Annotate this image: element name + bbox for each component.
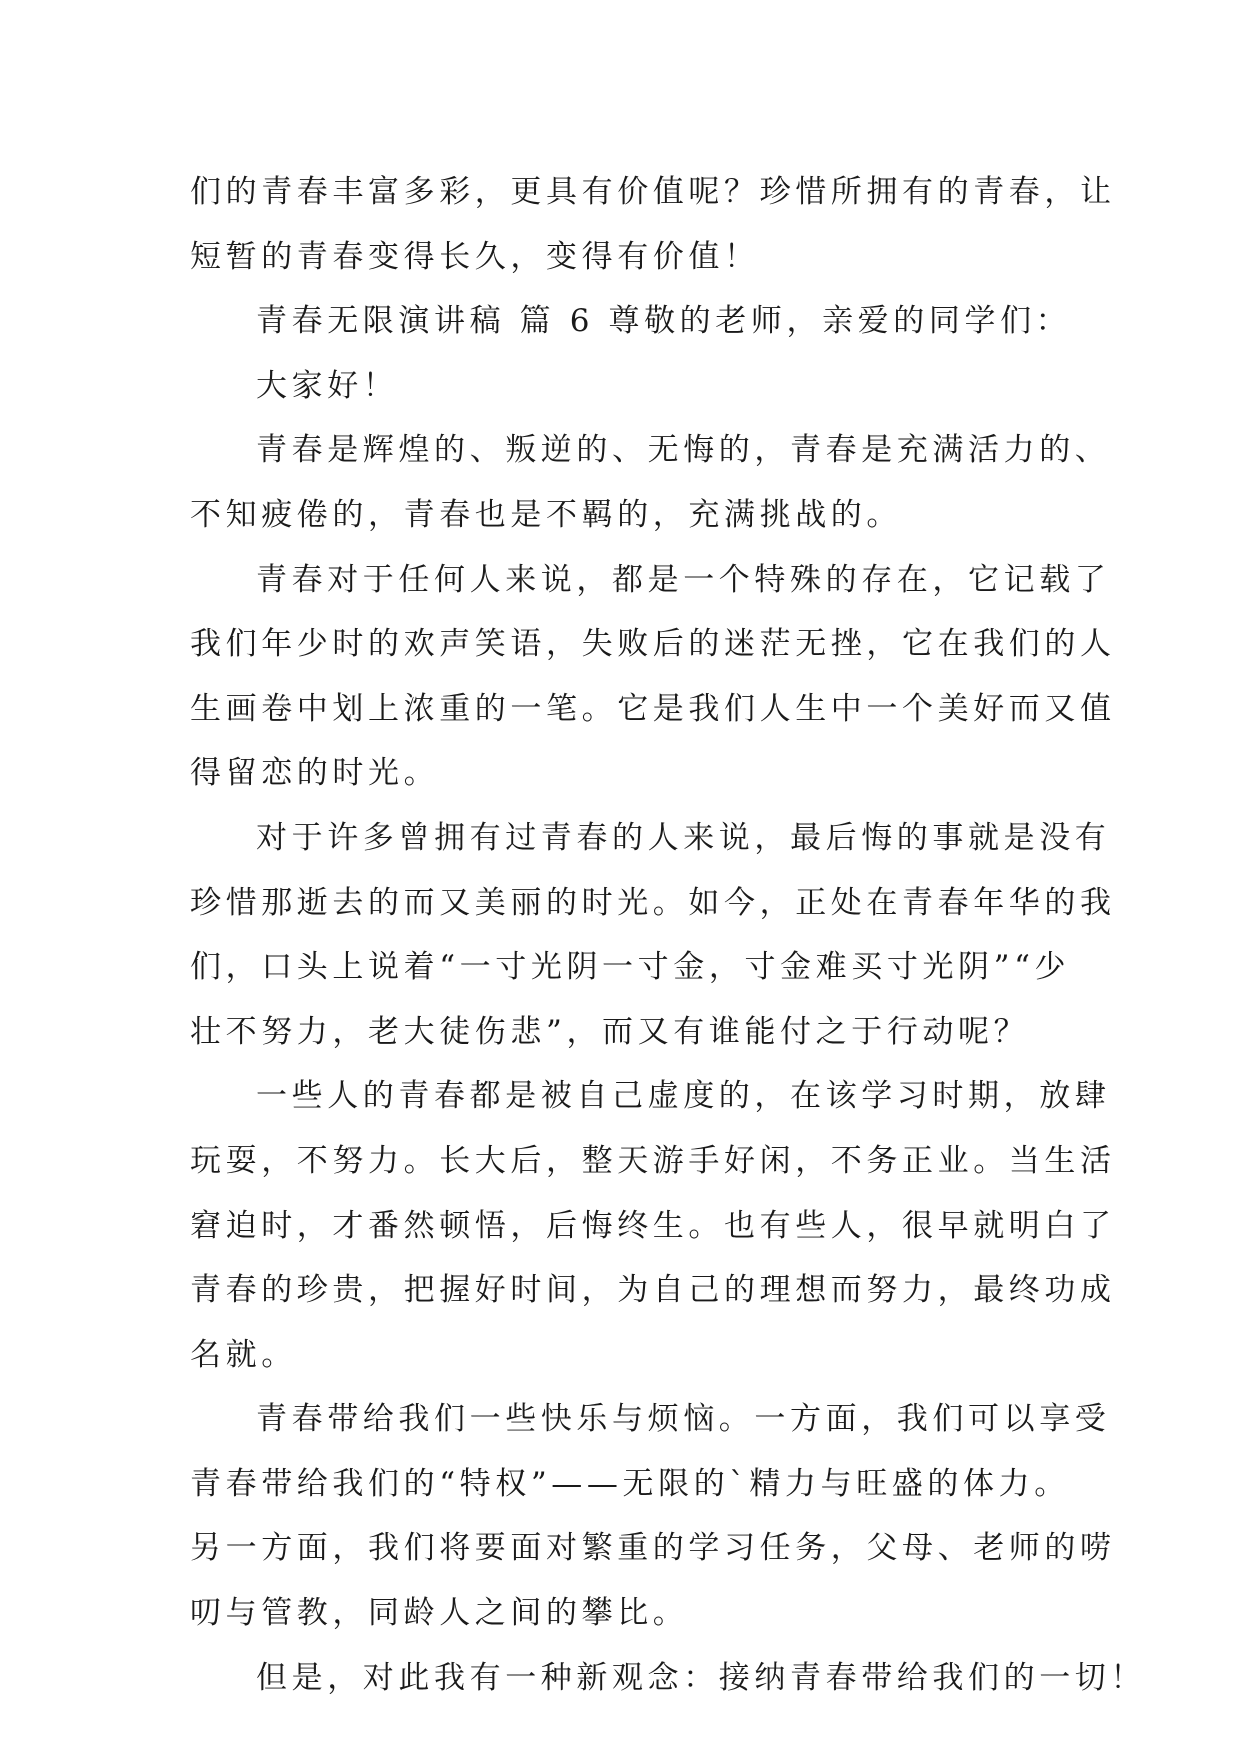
text-line: 们，口头上说着“一寸光阴一寸金，寸金难买寸光阴”“少 xyxy=(190,949,1071,986)
text-line: 青春的珍贵，把握好时间，为自己的理想而努力，最终功成 xyxy=(190,1272,1116,1309)
text-line: 但是，对此我有一种新观念：接纳青春带给我们的一切！ xyxy=(256,1659,1146,1696)
text-line: 青春带给我们一些快乐与烦恼。一方面，我们可以享受 xyxy=(256,1401,1111,1438)
text-line: 青春带给我们的“特权”——无限的`精力与旺盛的体力。 xyxy=(190,1465,1070,1502)
text-line: 珍惜那逝去的而又美丽的时光。如今，正处在青春年华的我 xyxy=(190,884,1116,921)
text-line: 玩耍，不努力。长大后，整天游手好闲，不务正业。当生活 xyxy=(190,1142,1116,1179)
text-line: 青春是辉煌的、叛逆的、无悔的，青春是充满活力的、 xyxy=(256,432,1111,469)
text-line: 名就。 xyxy=(190,1336,297,1373)
body-text xyxy=(190,160,1146,1710)
text-line: 不知疲倦的，青春也是不羁的，充满挑战的。 xyxy=(190,496,902,533)
text-line: 我们年少时的欢声笑语，失败后的迷茫无挫，它在我们的人 xyxy=(190,626,1116,663)
text-line: 短暂的青春变得长久，变得有价值！ xyxy=(190,238,760,275)
text-line: 得留恋的时光。 xyxy=(190,755,440,792)
text-line: 壮不努力，老大徒伤悲”，而又有谁能付之于行动呢？ xyxy=(190,1013,1030,1050)
section-heading-line: 青春无限演讲稿 篇 6 尊敬的老师，亲爱的同学们： xyxy=(256,303,1072,340)
greeting-line: 大家好！ xyxy=(256,367,399,404)
text-line: 叨与管教，同龄人之间的攀比。 xyxy=(190,1595,689,1632)
text-line: 另一方面，我们将要面对繁重的学习任务，父母、老师的唠 xyxy=(190,1530,1116,1567)
text-line: 一些人的青春都是被自己虚度的，在该学习时期，放肆 xyxy=(256,1078,1111,1115)
text-line: 生画卷中划上浓重的一笔。它是我们人生中一个美好而又值 xyxy=(190,690,1116,727)
text-line: 窘迫时，才番然顿悟，后悔终生。也有些人，很早就明白了 xyxy=(190,1207,1116,1244)
text-line: 对于许多曾拥有过青春的人来说，最后悔的事就是没有 xyxy=(256,819,1111,856)
text-line: 青春对于任何人来说，都是一个特殊的存在，它记载了 xyxy=(256,561,1111,598)
text-line: 们的青春丰富多彩，更具有价值呢？珍惜所拥有的青春，让 xyxy=(190,174,1116,210)
